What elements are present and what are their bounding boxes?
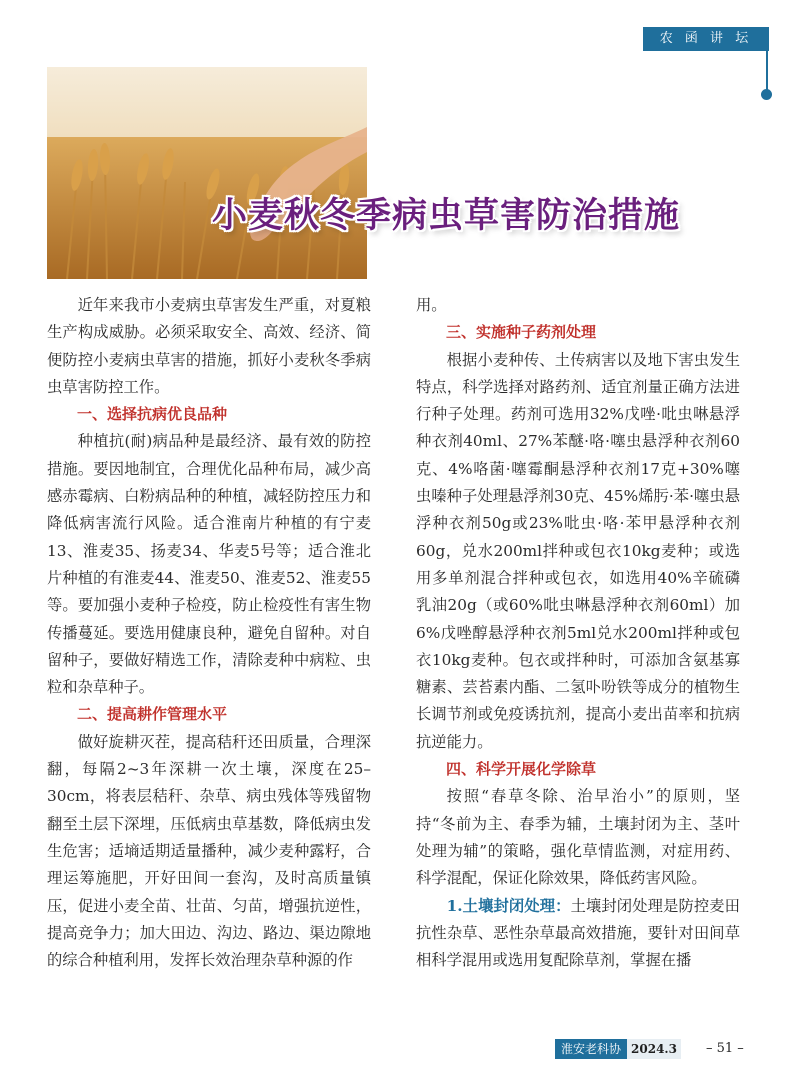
section-2-continuation: 用。	[416, 296, 447, 314]
section-2-paragraph: 做好旋耕灭茬，提高秸秆还田质量，合理深翻，每隔2~3年深耕一次土壤，深度在25–30cm，将表层秸秆、杂草、病虫残体等残留物翻至土层下深埋，压低病虫草基数，降低病虫发生危害；适墒适期适量播种，减少麦种露籽，合理运筹施肥，开好田间一套沟，及时高质量镇压，促进小麦全苗、壮苗、匀苗，增强抗逆性，提高竞争力；加大田边、沟边、路边、渠边隙地的综合种植利用，发挥长效治理杂草种源的作	[47, 732, 371, 970]
journal-name: 淮安老科协	[555, 1039, 627, 1059]
section-4-paragraph: 按照“春草冬除、治早治小”的原则，坚持“冬前为主、春季为辅，土壤封闭为主、茎叶处理为辅”的策略，强化草情监测，对症用药、科学混配，保证化除效果，降低药害风险。	[416, 787, 740, 888]
intro-paragraph: 近年来我市小麦病虫草害发生严重，对夏粮生产构成威胁。必须采取安全、高效、经济、简便防控小麦病虫草害的措施，抓好小麦秋冬季病虫草害防控工作。	[47, 296, 371, 396]
section-3-paragraph: 根据小麦种传、土传病害以及地下害虫发生特点，科学选择对路药剂、适宜剂量正确方法进行种子处理。药剂可选用32%戊唑·吡虫啉悬浮种衣剂40ml、27%苯醚·咯·噻虫悬浮种衣剂60克、4%咯菌·噻霉酮悬浮种衣剂17克+30%噻虫嗪种子处理悬浮剂30克、45%烯肟·苯·噻虫悬浮种衣剂50g或23%吡虫·咯·苯甲悬浮种衣剂60g，兑水200ml拌种或包衣10kg麦种；或选用多单剂混合拌种或包衣，如选用40%辛硫磷乳油20g（或60%吡虫啉悬浮种衣剂60ml）加6%戊唑醇悬浮种衣剂5ml兑水200ml拌种或包衣10kg麦种。包衣或拌种时，可添加含氨基寡糖素、芸苔素内酯、二氢卟吩铁等成分的植物生长调节剂或免疫诱抗剂，提高小麦出苗率和抗病抗逆能力。	[416, 350, 740, 751]
right-column	[416, 292, 740, 974]
soil-sealing-paragraph	[416, 893, 740, 975]
hero-wheat-image	[47, 67, 367, 279]
column-tag: 农 函 讲 坛	[643, 27, 769, 51]
article-title: 小麦秋冬季病虫草害防治措施	[212, 196, 681, 236]
issue-number: 2024.3	[627, 1039, 681, 1059]
wheat-field-illustration	[47, 67, 367, 279]
section-heading-4: 四、科学开展化学除草	[446, 760, 597, 779]
soil-sealing-text: 土壤封闭处理是防控麦田抗性杂草、恶性杂草最高效措施，要针对田间草相科学混用或选用复配除草剂，掌握在播	[416, 896, 740, 970]
section-heading-1: 一、选择抗病优良品种	[77, 405, 228, 424]
section-1-paragraph: 种植抗(耐)病品种是最经济、最有效的防控措施。要因地制宜，合理优化品种布局，减少高感赤霉病、白粉病品种的种植，减轻防控压力和降低病害流行风险。适合淮南片种植的有宁麦13、淮麦35、扬麦34、华麦5号等；适合淮北片种植的有淮麦44、淮麦50、淮麦52、淮麦55等。要加强小麦种子检疫，防止检疫性有害生物传播蔓延。要选用健康良种，避免自留种。对自留种子，要做好精选工作，清除麦种中病粒、虫粒和杂草种子。	[47, 432, 371, 697]
soil-sealing-lead: 1.土壤封闭处理：	[446, 896, 571, 915]
left-column	[47, 292, 371, 974]
column-tag-dot	[761, 89, 772, 100]
column-tag-line	[766, 38, 768, 93]
page-number: – 51 –	[706, 1041, 744, 1056]
footer-badge	[555, 1039, 681, 1059]
section-heading-3: 三、实施种子药剂处理	[446, 323, 597, 342]
section-heading-2: 二、提高耕作管理水平	[77, 705, 228, 724]
